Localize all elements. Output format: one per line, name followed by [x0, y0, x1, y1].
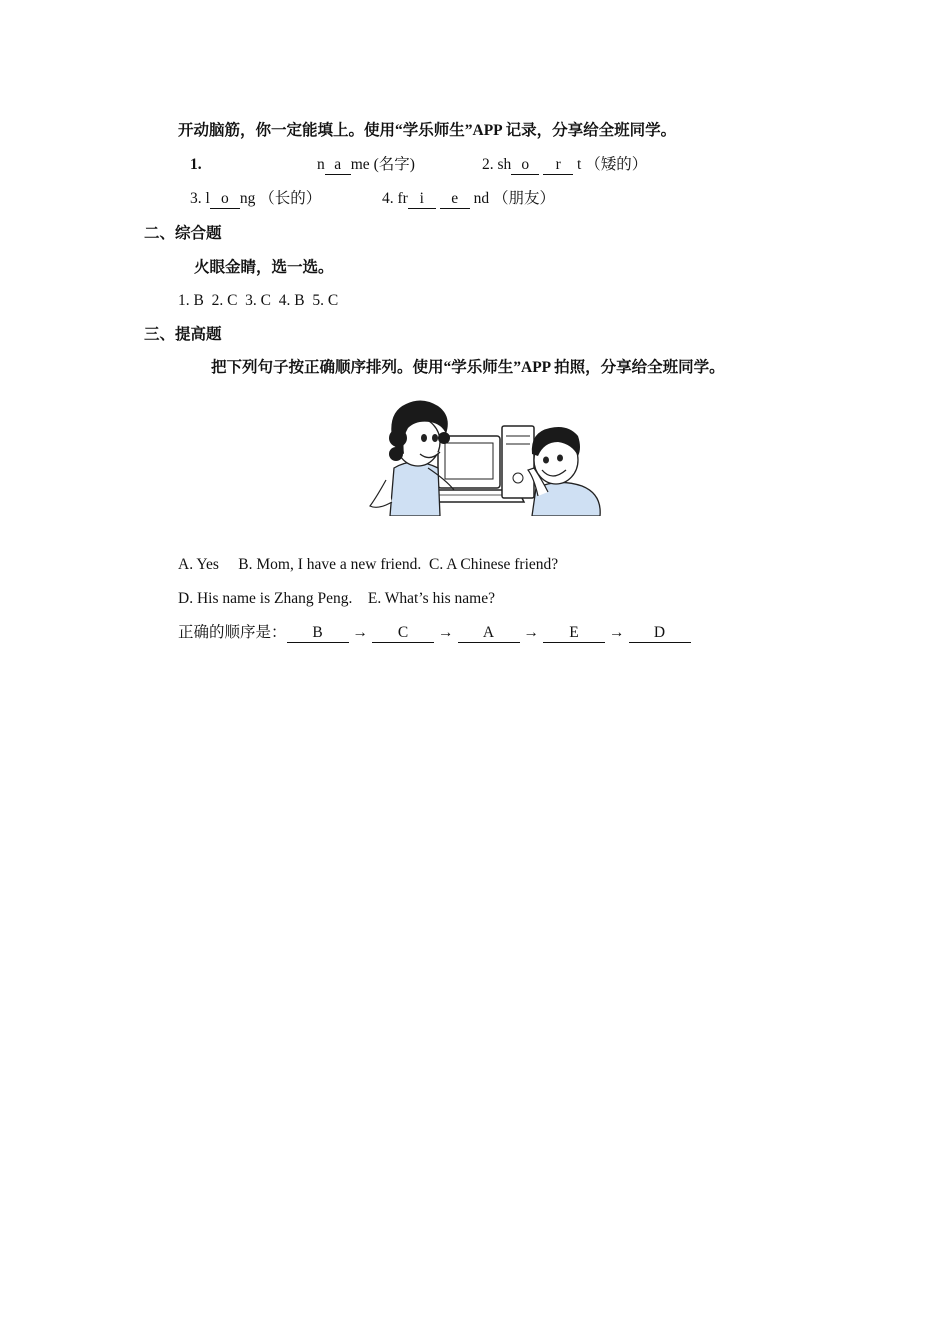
- item-3-number: 3.: [190, 190, 202, 207]
- item-1: [190, 155, 202, 175]
- section2-heading: 二、综合题: [144, 225, 222, 242]
- section2-answers: 1. B 2. C 3. C 4. B 5. C: [178, 292, 339, 309]
- item-4-answer-1: i: [408, 190, 436, 209]
- section3-instruction: 把下列句子按正确顺序排列。使用“学乐师生”APP 拍照，分享给全班同学。: [211, 359, 725, 376]
- item-1-prefix: n: [317, 156, 325, 173]
- item-2-answer-1: o: [511, 156, 539, 175]
- options-line-1: A. Yes B. Mom, I have a new friend. C. A Chinese friend?: [178, 556, 559, 573]
- item-2-number: 2.: [482, 156, 494, 173]
- order-answer-row: [178, 623, 691, 643]
- item-1-suffix: me: [350, 156, 370, 173]
- section1-instruction: 开动脑筋，你一定能填上。使用“学乐师生”APP 记录，分享给全班同学。: [178, 122, 677, 139]
- order-answer-3: A: [458, 624, 520, 643]
- item-2-suffix: t: [577, 156, 582, 173]
- computer-tower-icon: [502, 426, 534, 498]
- item-1-number: 1.: [190, 156, 202, 173]
- item-3-answer: o: [210, 190, 240, 209]
- item-4-answer-2: e: [440, 190, 470, 209]
- section3-heading: 三、提高题: [144, 326, 222, 343]
- section2-instruction: 火眼金睛，选一选。: [194, 259, 334, 276]
- item-2-answer-2: r: [543, 156, 573, 175]
- item-1-answer: a: [325, 156, 351, 175]
- order-label: 正确的顺序是：: [178, 624, 287, 641]
- order-answer-2: C: [372, 624, 434, 643]
- order-answer-1: B: [287, 624, 349, 643]
- item-4-prefix: fr: [397, 190, 408, 207]
- item-2-chinese: （矮的）: [585, 156, 648, 173]
- order-arrow-2: →: [438, 624, 454, 641]
- item-3: [190, 189, 321, 209]
- item-3-suffix: ng: [239, 190, 256, 207]
- item-3-prefix: l: [205, 190, 210, 207]
- item-1-chinese: (名字): [373, 156, 415, 173]
- item-4-chinese: （朋友）: [492, 190, 555, 207]
- order-answer-5: D: [629, 624, 691, 643]
- item-2-prefix: sh: [497, 156, 512, 173]
- item-4-suffix: nd: [473, 190, 490, 207]
- order-arrow-4: →: [609, 624, 625, 641]
- item-4-number: 4.: [382, 190, 394, 207]
- options-line-2: D. His name is Zhang Peng. E. What’s his name?: [178, 590, 495, 607]
- mom-and-boy-computer-illustration: [368, 398, 612, 516]
- order-arrow-3: →: [523, 624, 540, 641]
- item-3-chinese: （长的）: [259, 190, 322, 207]
- order-arrow-1: →: [352, 624, 369, 641]
- item-2: [482, 155, 647, 175]
- order-answer-4: E: [543, 624, 605, 643]
- boy-figure: [528, 427, 600, 516]
- item-1-word: [317, 155, 415, 175]
- item-4: [382, 189, 555, 209]
